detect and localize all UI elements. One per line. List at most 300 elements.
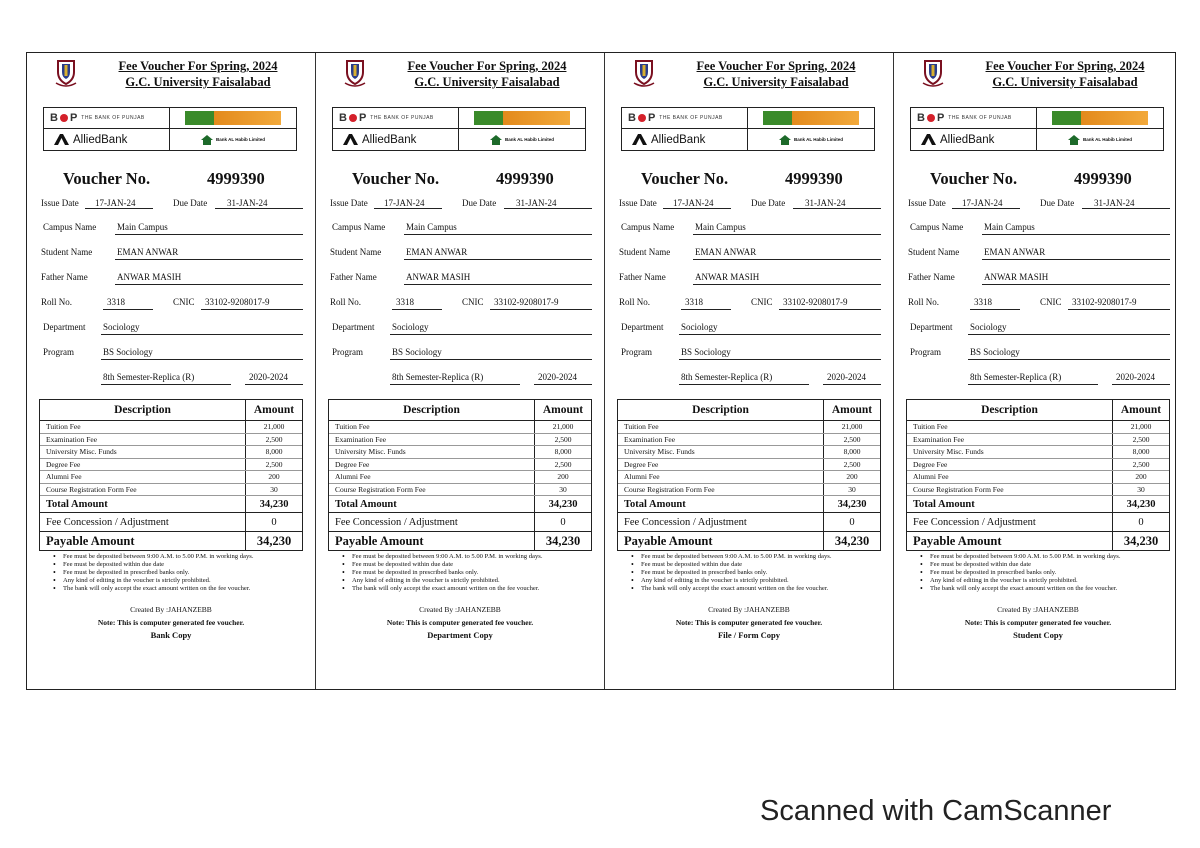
fee-description: Degree Fee — [329, 458, 535, 471]
concession-row — [40, 513, 302, 532]
session: 2020-2024 — [827, 372, 866, 382]
fee-row — [40, 421, 302, 434]
father-label: Father Name — [41, 272, 88, 282]
bank-alhabib-logo — [459, 129, 585, 150]
meezan-bank-logo — [748, 108, 874, 129]
fee-description: Alumni Fee — [618, 471, 824, 484]
voucher-titles — [964, 58, 1166, 90]
total-label: Total Amount — [618, 496, 824, 513]
concession-amount: 0 — [535, 513, 592, 532]
allied-bank-name: AlliedBank — [362, 133, 417, 146]
voucher-footer — [328, 603, 592, 642]
created-by: Created By :JAHANZEBB — [708, 605, 790, 614]
department-row — [617, 312, 881, 337]
bop-subtitle: THE BANK OF PUNJAB — [948, 114, 1012, 121]
roll-number: 3318 — [107, 297, 125, 307]
father-name: ANWAR MASIH — [117, 272, 182, 282]
due-date-label: Due Date — [173, 198, 208, 208]
fee-description: Tuition Fee — [329, 421, 535, 434]
campus-name: Main Campus — [117, 222, 168, 232]
student-label: Student Name — [41, 247, 93, 257]
fee-description: Tuition Fee — [618, 421, 824, 434]
voucher-title: Fee Voucher For Spring, 2024 — [118, 59, 278, 73]
voucher-header — [39, 53, 303, 101]
bop-dot-icon — [638, 114, 646, 122]
total-row — [907, 496, 1169, 513]
fee-table — [906, 399, 1170, 551]
allied-bank-name: AlliedBank — [651, 133, 706, 146]
concession-amount: 0 — [1113, 513, 1170, 532]
campus-name: Main Campus — [984, 222, 1035, 232]
fee-row — [618, 458, 880, 471]
department-row — [39, 312, 303, 337]
roll-cnic-row — [906, 287, 1170, 312]
computer-generated-note: Note: This is computer generated fee voucher. — [964, 618, 1112, 627]
meezan-bank-logo — [459, 108, 585, 129]
bank-of-punjab-logo: B P THE BANK OF PUNJAB — [333, 108, 459, 129]
fee-description: Degree Fee — [618, 458, 824, 471]
due-date-label: Due Date — [751, 198, 786, 208]
created-by: Created By :JAHANZEBB — [419, 605, 501, 614]
bank-alhabib-icon — [201, 135, 213, 145]
issue-date: 17-JAN-24 — [962, 198, 1003, 208]
total-amount: 34,230 — [824, 496, 881, 513]
concession-label: Fee Concession / Adjustment — [329, 513, 535, 532]
voucher-number-label: Voucher No. — [641, 169, 729, 188]
total-row — [40, 496, 302, 513]
program-label: Program — [621, 347, 652, 357]
created-by: Created By :JAHANZEBB — [997, 605, 1079, 614]
note-item: • Fee must be deposited within due date — [53, 561, 303, 569]
fee-row — [329, 421, 591, 434]
computer-generated-note: Note: This is computer generated fee voucher. — [97, 618, 245, 627]
bank-alhabib-name: Bank AL Habib Limited — [215, 137, 265, 142]
dates-row — [906, 196, 1170, 212]
copy-label: Department Copy — [427, 630, 493, 640]
fee-row — [329, 433, 591, 446]
bank-alhabib-icon — [1068, 135, 1080, 145]
note-item: • The bank will only accept the exact amount written on the fee voucher. — [53, 585, 303, 593]
fee-description: Course Registration Form Fee — [907, 483, 1113, 496]
allied-bank-icon — [632, 134, 648, 145]
amount-header: Amount — [535, 400, 592, 421]
total-amount: 34,230 — [1113, 496, 1170, 513]
voucher-number: 4999390 — [496, 169, 554, 188]
bop-subtitle: THE BANK OF PUNJAB — [659, 114, 723, 121]
issue-date: 17-JAN-24 — [673, 198, 714, 208]
note-item: • Fee must be deposited between 9:00 A.M. to 5.00 P.M. in working days. — [920, 553, 1170, 561]
fee-description: Examination Fee — [329, 433, 535, 446]
concession-row — [907, 513, 1169, 532]
fee-row — [618, 483, 880, 496]
fee-description: Course Registration Form Fee — [329, 483, 535, 496]
fee-row — [40, 483, 302, 496]
roll-number: 3318 — [396, 297, 414, 307]
fee-row — [40, 433, 302, 446]
fee-row — [618, 421, 880, 434]
program-label: Program — [332, 347, 363, 357]
allied-bank-name: AlliedBank — [940, 133, 995, 146]
meezan-logo-icon — [185, 111, 281, 125]
voucher-header — [617, 53, 881, 101]
bank-alhabib-logo — [170, 129, 296, 150]
session: 2020-2024 — [538, 372, 577, 382]
dates-row — [39, 196, 303, 212]
issue-date-label: Issue Date — [330, 198, 368, 208]
voucher-number-label: Voucher No. — [63, 169, 151, 188]
fee-description: Examination Fee — [618, 433, 824, 446]
fee-description: Course Registration Form Fee — [40, 483, 246, 496]
dates-row — [328, 196, 592, 212]
voucher-number: 4999390 — [1074, 169, 1132, 188]
department-name: Sociology — [392, 322, 429, 332]
cnic-number: 33102-9208017-9 — [1072, 297, 1137, 307]
voucher-title: Fee Voucher For Spring, 2024 — [696, 59, 856, 73]
department-label: Department — [332, 322, 375, 332]
university-name: G.C. University Faisalabad — [703, 75, 849, 89]
voucher-copy — [894, 53, 1182, 689]
fee-row — [907, 433, 1169, 446]
student-label: Student Name — [908, 247, 960, 257]
due-date-label: Due Date — [1040, 198, 1075, 208]
bank-alhabib-icon — [779, 135, 791, 145]
semester: 8th Semester-Replica (R) — [970, 372, 1062, 382]
fee-amount: 200 — [246, 471, 303, 484]
note-item: • Fee must be deposited within due date — [342, 561, 592, 569]
fee-row — [907, 446, 1169, 459]
bank-logos — [910, 107, 1164, 151]
father-name: ANWAR MASIH — [695, 272, 760, 282]
session: 2020-2024 — [249, 372, 288, 382]
semester: 8th Semester-Replica (R) — [681, 372, 773, 382]
program-name: BS Sociology — [103, 347, 153, 357]
campus-label: Campus Name — [43, 222, 97, 232]
student-label: Student Name — [619, 247, 671, 257]
semester-row — [39, 362, 303, 387]
payable-amount: 34,230 — [824, 532, 881, 551]
program-row — [906, 337, 1170, 362]
father-name: ANWAR MASIH — [984, 272, 1049, 282]
payable-amount: 34,230 — [246, 532, 303, 551]
fee-amount: 8,000 — [824, 446, 881, 459]
meezan-logo-icon — [763, 111, 859, 125]
semester-row — [906, 362, 1170, 387]
note-item: • Any kind of editing in the voucher is strictly prohibited. — [920, 577, 1170, 585]
fee-row — [329, 458, 591, 471]
allied-bank-logo — [44, 129, 170, 150]
department-name: Sociology — [681, 322, 718, 332]
voucher-copy — [605, 53, 894, 689]
issue-date-label: Issue Date — [908, 198, 946, 208]
campus-label: Campus Name — [910, 222, 964, 232]
semester: 8th Semester-Replica (R) — [103, 372, 195, 382]
fee-amount: 30 — [1113, 483, 1170, 496]
program-row — [39, 337, 303, 362]
fee-amount: 21,000 — [1113, 421, 1170, 434]
campus-row — [328, 212, 592, 237]
department-label: Department — [621, 322, 664, 332]
concession-amount: 0 — [824, 513, 881, 532]
payable-label: Payable Amount — [624, 533, 713, 548]
fee-amount: 2,500 — [824, 433, 881, 446]
concession-label: Fee Concession / Adjustment — [618, 513, 824, 532]
note-item: • The bank will only accept the exact amount written on the fee voucher. — [631, 585, 881, 593]
bank-logos — [43, 107, 297, 151]
semester: 8th Semester-Replica (R) — [392, 372, 484, 382]
fee-row — [40, 446, 302, 459]
father-row — [617, 262, 881, 287]
cnic-number: 33102-9208017-9 — [783, 297, 848, 307]
meezan-logo-icon — [1052, 111, 1148, 125]
due-date: 31-JAN-24 — [1094, 198, 1135, 208]
voucher-number-label: Voucher No. — [352, 169, 440, 188]
voucher-number-row — [39, 169, 303, 191]
computer-generated-note: Note: This is computer generated fee voucher. — [675, 618, 823, 627]
campus-name: Main Campus — [695, 222, 746, 232]
fee-description: Course Registration Form Fee — [618, 483, 824, 496]
total-label: Total Amount — [907, 496, 1113, 513]
copy-label: Student Copy — [1013, 630, 1063, 640]
roll-cnic-row — [328, 287, 592, 312]
cnic-label: CNIC — [1040, 297, 1062, 307]
payable-row — [40, 532, 302, 551]
total-amount: 34,230 — [246, 496, 303, 513]
father-row — [328, 262, 592, 287]
voucher-titles — [97, 58, 299, 90]
fee-description: Examination Fee — [907, 433, 1113, 446]
bank-alhabib-icon — [490, 135, 502, 145]
fee-amount: 8,000 — [535, 446, 592, 459]
payable-row — [618, 532, 880, 551]
student-name: EMAN ANWAR — [695, 247, 757, 257]
fee-table — [39, 399, 303, 551]
program-label: Program — [43, 347, 74, 357]
fee-amount: 2,500 — [1113, 458, 1170, 471]
allied-bank-icon — [343, 134, 359, 145]
bank-logos — [621, 107, 875, 151]
roll-number: 3318 — [685, 297, 703, 307]
bop-subtitle: THE BANK OF PUNJAB — [370, 114, 434, 121]
voucher-copy — [27, 53, 316, 689]
bank-alhabib-logo — [1037, 129, 1163, 150]
note-item: • Fee must be deposited within due date — [631, 561, 881, 569]
payable-label: Payable Amount — [913, 533, 1002, 548]
university-name: G.C. University Faisalabad — [414, 75, 560, 89]
fee-amount: 200 — [824, 471, 881, 484]
camscanner-watermark: Scanned with CamScanner — [760, 795, 1112, 827]
bank-alhabib-name: Bank AL Habib Limited — [1082, 137, 1132, 142]
voucher-header — [906, 53, 1170, 101]
voucher-number: 4999390 — [207, 169, 265, 188]
university-crest-icon — [922, 59, 944, 87]
semester-row — [328, 362, 592, 387]
fee-description: Alumni Fee — [329, 471, 535, 484]
father-row — [39, 262, 303, 287]
note-item: • The bank will only accept the exact amount written on the fee voucher. — [342, 585, 592, 593]
campus-row — [617, 212, 881, 237]
fee-description: University Misc. Funds — [907, 446, 1113, 459]
voucher-footer — [906, 603, 1170, 642]
copy-label: File / Form Copy — [717, 630, 781, 640]
roll-label: Roll No. — [908, 297, 940, 307]
father-name: ANWAR MASIH — [406, 272, 471, 282]
voucher-number-row — [328, 169, 592, 191]
meezan-logo-icon — [474, 111, 570, 125]
note-item: • Fee must be deposited in prescribed banks only. — [631, 569, 881, 577]
bank-of-punjab-logo: B P THE BANK OF PUNJAB — [622, 108, 748, 129]
fee-amount: 8,000 — [246, 446, 303, 459]
issue-date: 17-JAN-24 — [95, 198, 136, 208]
bop-dot-icon — [60, 114, 68, 122]
cnic-label: CNIC — [462, 297, 484, 307]
father-label: Father Name — [619, 272, 666, 282]
payable-row — [907, 532, 1169, 551]
bank-logos — [332, 107, 586, 151]
voucher-header — [328, 53, 592, 101]
voucher-notes — [631, 553, 881, 593]
bank-of-punjab-logo: B P THE BANK OF PUNJAB — [911, 108, 1037, 129]
fee-row — [329, 471, 591, 484]
fee-amount: 8,000 — [1113, 446, 1170, 459]
note-item: • Fee must be deposited between 9:00 A.M. to 5.00 P.M. in working days. — [631, 553, 881, 561]
voucher-titles — [386, 58, 588, 90]
note-item: • Any kind of editing in the voucher is strictly prohibited. — [342, 577, 592, 585]
voucher-copy — [316, 53, 605, 689]
voucher-number: 4999390 — [785, 169, 843, 188]
fee-row — [907, 458, 1169, 471]
program-row — [617, 337, 881, 362]
bop-dot-icon — [349, 114, 357, 122]
cnic-number: 33102-9208017-9 — [494, 297, 559, 307]
voucher-number-row — [906, 169, 1170, 191]
meezan-bank-logo — [1037, 108, 1163, 129]
allied-bank-name: AlliedBank — [73, 133, 128, 146]
bank-of-punjab-logo: B P THE BANK OF PUNJAB — [44, 108, 170, 129]
father-label: Father Name — [908, 272, 955, 282]
fee-row — [618, 433, 880, 446]
roll-label: Roll No. — [619, 297, 651, 307]
father-label: Father Name — [330, 272, 377, 282]
program-label: Program — [910, 347, 941, 357]
description-header: Description — [907, 400, 1113, 421]
bop-dot-icon — [927, 114, 935, 122]
fee-row — [907, 421, 1169, 434]
note-item: • Fee must be deposited within due date — [920, 561, 1170, 569]
amount-header: Amount — [246, 400, 303, 421]
note-item: • Fee must be deposited in prescribed banks only. — [920, 569, 1170, 577]
department-row — [906, 312, 1170, 337]
issue-date-label: Issue Date — [41, 198, 79, 208]
created-by: Created By :JAHANZEBB — [130, 605, 212, 614]
cnic-label: CNIC — [173, 297, 195, 307]
concession-row — [618, 513, 880, 532]
voucher-number-row — [617, 169, 881, 191]
allied-bank-logo — [622, 129, 748, 150]
total-amount: 34,230 — [535, 496, 592, 513]
father-row — [906, 262, 1170, 287]
payable-row — [329, 532, 591, 551]
fee-amount: 2,500 — [535, 458, 592, 471]
bank-alhabib-name: Bank AL Habib Limited — [793, 137, 843, 142]
concession-label: Fee Concession / Adjustment — [907, 513, 1113, 532]
fee-amount: 21,000 — [535, 421, 592, 434]
fee-amount: 30 — [824, 483, 881, 496]
university-crest-icon — [344, 59, 366, 87]
note-item: • The bank will only accept the exact amount written on the fee voucher. — [920, 585, 1170, 593]
fee-amount: 30 — [246, 483, 303, 496]
fee-row — [329, 446, 591, 459]
roll-cnic-row — [617, 287, 881, 312]
roll-label: Roll No. — [41, 297, 73, 307]
cnic-label: CNIC — [751, 297, 773, 307]
fee-amount: 21,000 — [824, 421, 881, 434]
voucher-titles — [675, 58, 877, 90]
total-row — [618, 496, 880, 513]
payable-label: Payable Amount — [46, 533, 135, 548]
concession-label: Fee Concession / Adjustment — [40, 513, 246, 532]
department-row — [328, 312, 592, 337]
concession-amount: 0 — [246, 513, 303, 532]
payable-amount: 34,230 — [535, 532, 592, 551]
allied-bank-logo — [911, 129, 1037, 150]
student-row — [617, 237, 881, 262]
fee-amount: 30 — [535, 483, 592, 496]
cnic-number: 33102-9208017-9 — [205, 297, 270, 307]
allied-bank-icon — [54, 134, 70, 145]
fee-description: Tuition Fee — [907, 421, 1113, 434]
fee-table — [328, 399, 592, 551]
note-item: • Fee must be deposited in prescribed banks only. — [53, 569, 303, 577]
fee-amount: 200 — [535, 471, 592, 484]
note-item: • Any kind of editing in the voucher is strictly prohibited. — [631, 577, 881, 585]
due-date: 31-JAN-24 — [516, 198, 557, 208]
campus-label: Campus Name — [621, 222, 675, 232]
fee-amount: 2,500 — [246, 458, 303, 471]
student-label: Student Name — [330, 247, 382, 257]
campus-name: Main Campus — [406, 222, 457, 232]
fee-description: University Misc. Funds — [618, 446, 824, 459]
session: 2020-2024 — [1116, 372, 1155, 382]
fee-amount: 2,500 — [824, 458, 881, 471]
amount-header: Amount — [824, 400, 881, 421]
copy-label: Bank Copy — [150, 630, 192, 640]
fee-description: Examination Fee — [40, 433, 246, 446]
roll-number: 3318 — [974, 297, 992, 307]
voucher-footer — [617, 603, 881, 642]
payable-amount: 34,230 — [1113, 532, 1170, 551]
program-row — [328, 337, 592, 362]
student-name: EMAN ANWAR — [984, 247, 1046, 257]
voucher-title: Fee Voucher For Spring, 2024 — [985, 59, 1145, 73]
program-name: BS Sociology — [970, 347, 1020, 357]
bank-alhabib-logo — [748, 129, 874, 150]
allied-bank-icon — [921, 134, 937, 145]
fee-amount: 2,500 — [246, 433, 303, 446]
fee-row — [907, 483, 1169, 496]
due-date-label: Due Date — [462, 198, 497, 208]
fee-amount: 200 — [1113, 471, 1170, 484]
student-name: EMAN ANWAR — [117, 247, 179, 257]
fee-row — [907, 471, 1169, 484]
voucher-footer — [39, 603, 303, 642]
issue-date: 17-JAN-24 — [384, 198, 425, 208]
semester-row — [617, 362, 881, 387]
fee-row — [618, 446, 880, 459]
description-header: Description — [40, 400, 246, 421]
program-name: BS Sociology — [681, 347, 731, 357]
description-header: Description — [329, 400, 535, 421]
university-name: G.C. University Faisalabad — [125, 75, 271, 89]
